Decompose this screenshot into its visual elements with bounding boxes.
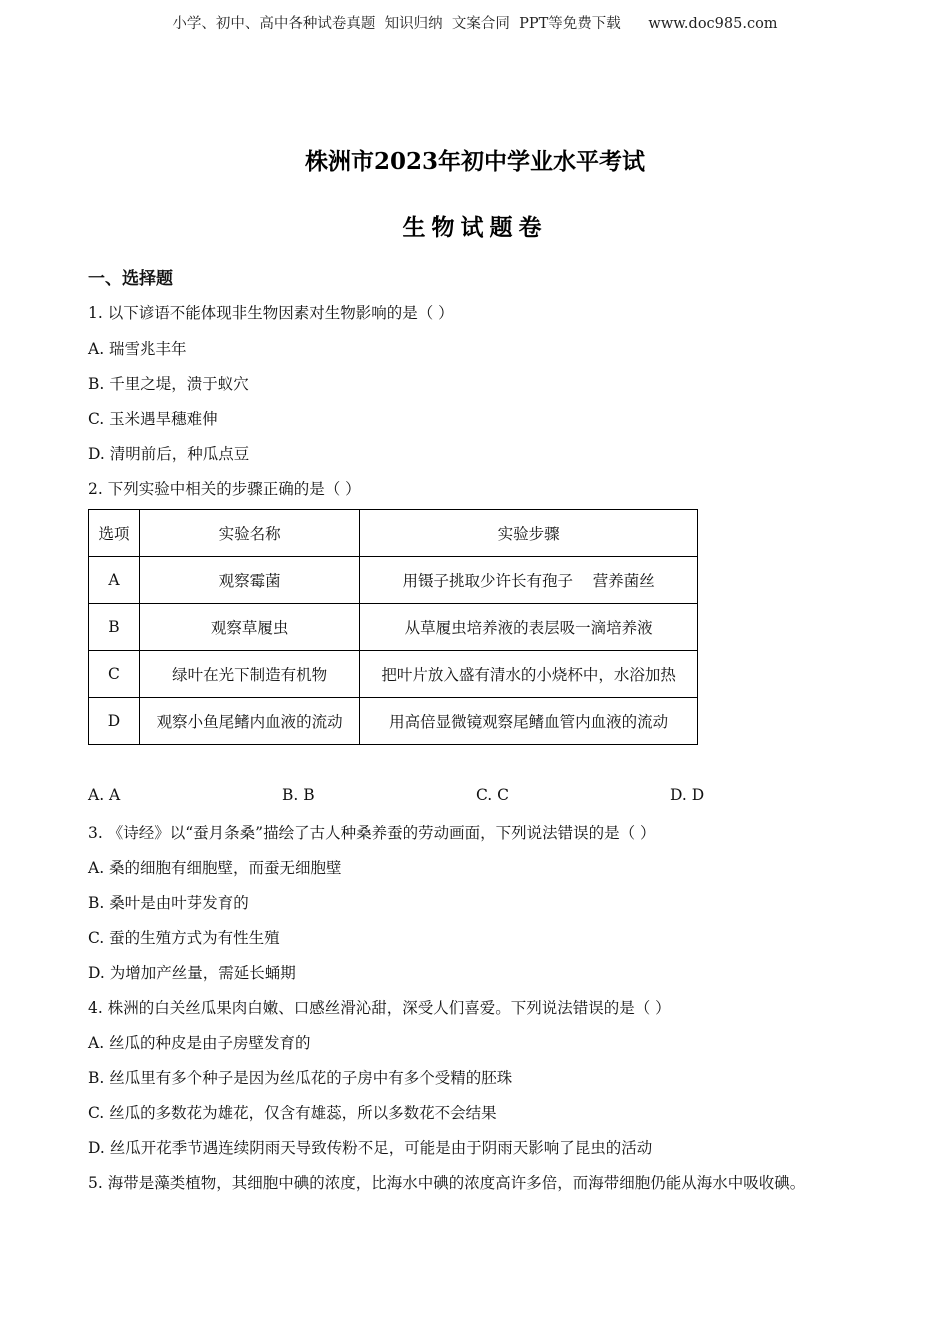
table-cell: 绿叶在光下制造有机物 — [139, 651, 359, 698]
table-header-cell: 实验步骤 — [360, 510, 698, 557]
q1-option-b: B. 千里之堤，溃于蚁穴 — [88, 375, 249, 393]
q3-option-a: A. 桑的细胞有细胞壁，而蚕无细胞壁 — [88, 859, 342, 877]
q1-stem: 1. 以下谚语不能体现非生物因素对生物影响的是（ ） — [88, 304, 454, 322]
q3-option-d: D. 为增加产丝量，需延长蛹期 — [88, 964, 296, 982]
table-cell: 用镊子挑取少许长有孢子 营养菌丝 — [360, 557, 698, 604]
q3-option-c: C. 蚕的生殖方式为有性生殖 — [88, 929, 280, 947]
q1-option-a: A. 瑞雪兆丰年 — [88, 340, 187, 358]
table-cell: A — [89, 557, 140, 604]
table-row — [89, 698, 698, 745]
table-cell: 用高倍显微镜观察尾鳍血管内血液的流动 — [360, 698, 698, 745]
experiment-table — [88, 509, 698, 745]
q2-stem: 2. 下列实验中相关的步骤正确的是（ ） — [88, 480, 361, 498]
q4-option-c: C. 丝瓜的多数花为雄花，仅含有雄蕊，所以多数花不会结果 — [88, 1104, 497, 1122]
table-cell: 观察小鱼尾鳍内血液的流动 — [139, 698, 359, 745]
q2-answer-a: A. A — [88, 786, 121, 804]
table-header-cell: 选项 — [89, 510, 140, 557]
page-header: 小学、初中、高中各种试卷真题 知识归纳 文案合同 PPT等免费下载 www.doc985.com — [172, 16, 778, 32]
table-row — [89, 651, 698, 698]
table-cell: D — [89, 698, 140, 745]
q4-option-b: B. 丝瓜里有多个种子是因为丝瓜花的子房中有多个受精的胚珠 — [88, 1069, 513, 1087]
q2-answer-d: D. D — [670, 786, 705, 804]
q3-option-b: B. 桑叶是由叶芽发育的 — [88, 894, 249, 912]
section-heading: 一、选择题 — [88, 269, 173, 289]
table-cell: B — [89, 604, 140, 651]
q3-stem: 3. 《诗经》以“蚕月条桑”描绘了古人种桑养蚕的劳动画面，下列说法错误的是（ ） — [88, 824, 656, 842]
q4-stem: 4. 株洲的白关丝瓜果肉白嫩、口感丝滑沁甜，深受人们喜爱。下列说法错误的是（ ） — [88, 999, 671, 1017]
exam-title: 株洲市2023年初中学业水平考试 — [304, 148, 645, 175]
q4-option-a: A. 丝瓜的种皮是由子房壁发育的 — [88, 1034, 311, 1052]
q4-option-d: D. 丝瓜开花季节遇连续阴雨天导致传粉不足，可能是由于阴雨天影响了昆虫的活动 — [88, 1139, 653, 1157]
table-row — [89, 557, 698, 604]
q5-stem: 5. 海带是藻类植物，其细胞中碘的浓度，比海水中碘的浓度高许多倍，而海带细胞仍能从海水中吸收碘。 — [88, 1174, 806, 1192]
q1-option-d: D. 清明前后，种瓜点豆 — [88, 445, 250, 463]
q1-option-c: C. 玉米遇旱穗难伸 — [88, 410, 218, 428]
table-cell: C — [89, 651, 140, 698]
table-header-cell: 实验名称 — [139, 510, 359, 557]
table-cell: 观察草履虫 — [139, 604, 359, 651]
table-cell: 从草履虫培养液的表层吸一滴培养液 — [360, 604, 698, 651]
table-row — [89, 604, 698, 651]
q2-answer-b: B. B — [282, 786, 315, 804]
exam-subtitle: 生物试题卷 — [402, 214, 548, 241]
table-cell: 观察霉菌 — [139, 557, 359, 604]
q2-answer-c: C. C — [476, 786, 510, 804]
table-cell: 把叶片放入盛有清水的小烧杯中，水浴加热 — [360, 651, 698, 698]
table-header-row — [89, 510, 698, 557]
